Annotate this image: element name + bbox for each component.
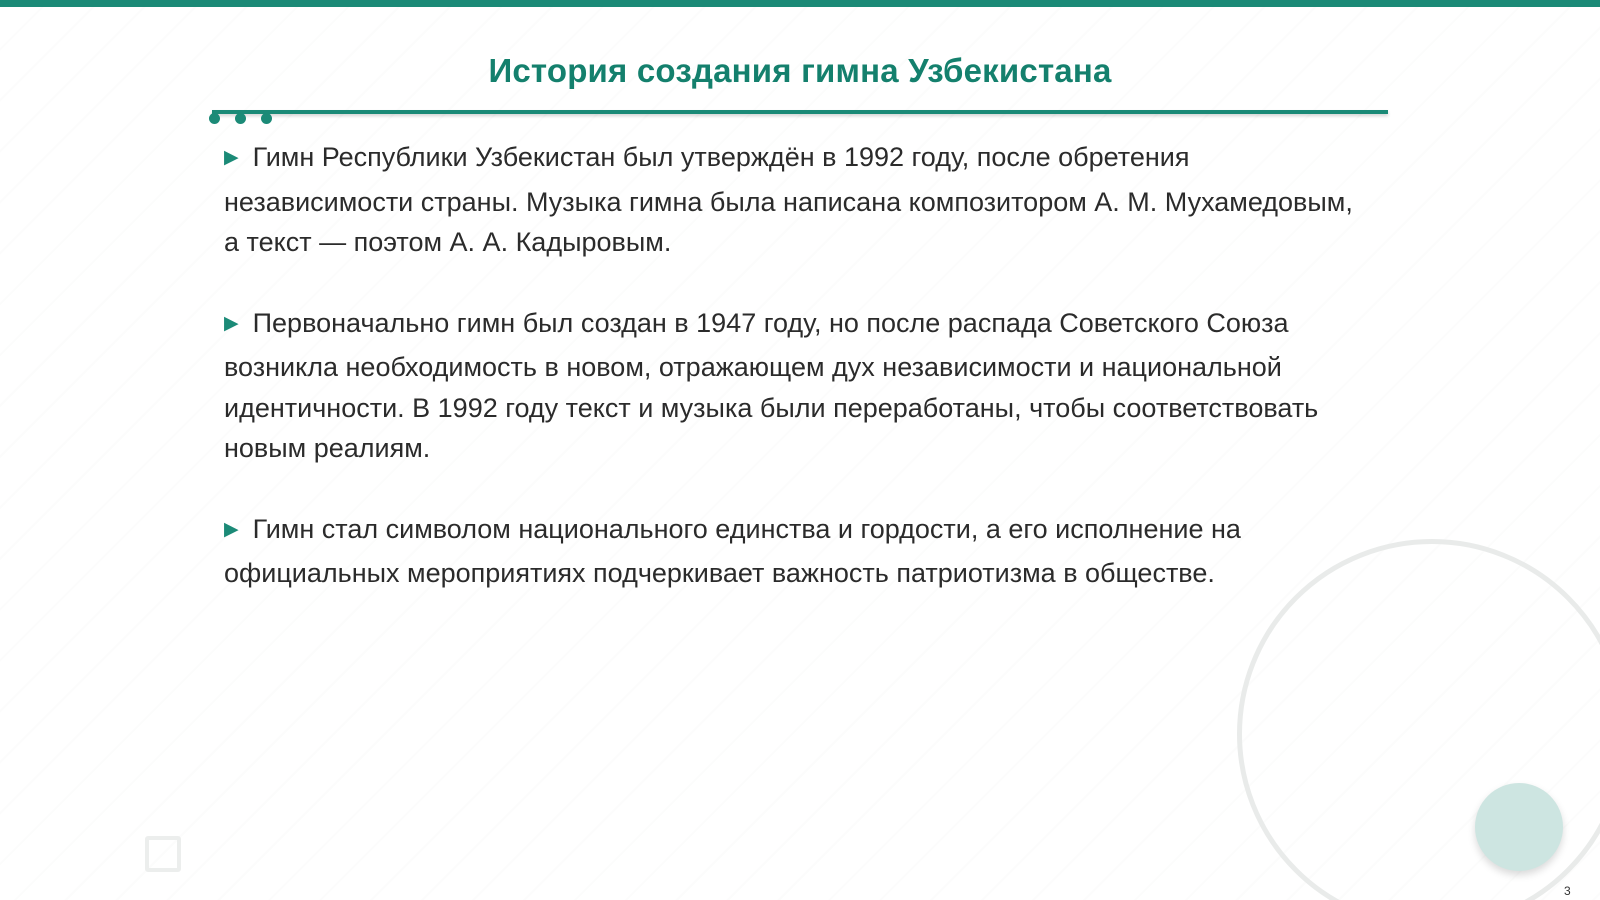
decorative-circle [1475, 783, 1563, 871]
triangle-bullet-icon: ▶ [224, 147, 239, 168]
page-number: 3 [1564, 884, 1571, 898]
triangle-bullet-icon: ▶ [224, 518, 239, 540]
decorative-square [145, 836, 181, 872]
bullet-text: Гимн Республики Узбекистан был утверждён в 1992 году, после обретения независимости страны. Музыка гимна была написана композитором А. М. Мухамедовым, а текст — поэтом А. А. Кадыровым. [224, 142, 1353, 257]
top-accent-bar [0, 0, 1600, 7]
bullet-text: Гимн стал символом национального единства и гордости, а его исполнение на официальных мероприятиях подчеркивает важность патриотизма в обществе. [224, 513, 1241, 588]
bullet-item [224, 509, 1364, 594]
decorative-dot [261, 113, 272, 124]
bullet-text: Первоначально гимн был создан в 1947 году, но после распада Советского Союза возникла необходимость в новом, отражающем дух независимости и национальной идентичности. В 1992 году текст и музыка были переработаны, чтобы соответствовать новым реалиям. [224, 307, 1319, 463]
bullet-item [224, 303, 1364, 469]
bullet-list [224, 137, 1364, 634]
bullet-item [224, 137, 1364, 263]
title-underline [212, 110, 1388, 114]
triangle-bullet-icon: ▶ [224, 312, 239, 334]
decorative-dot [209, 113, 220, 124]
slide-title: История создания гимна Узбекистана [488, 52, 1112, 89]
decorative-dot [235, 113, 246, 124]
